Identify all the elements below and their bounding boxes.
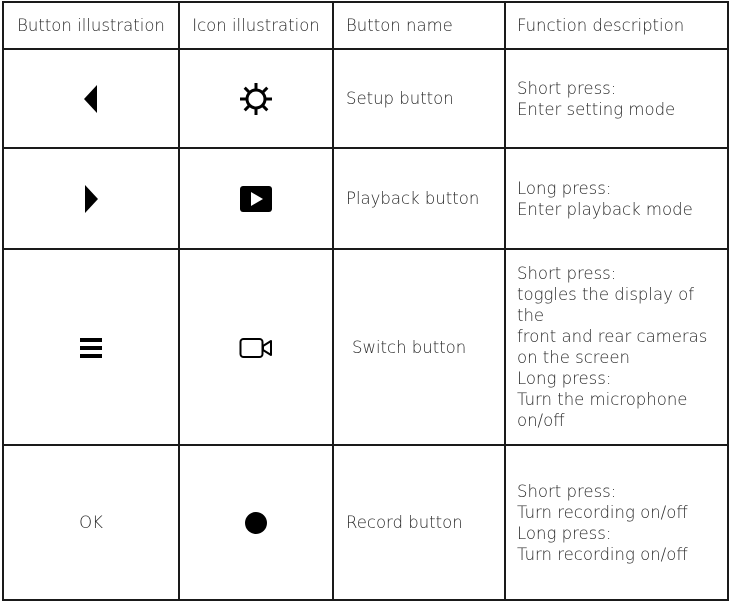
table-row [3,249,728,445]
description-line: Long press: [517,523,612,543]
menu-lines-icon [79,337,103,359]
function-description [505,49,728,149]
description-line: Short press: [517,264,617,284]
right-triangle-icon [81,184,101,214]
description-line: Turn recording on/off [517,544,688,564]
button-function-table [2,1,729,601]
description-line: on the screen [517,348,630,368]
record-dot-icon [244,511,268,535]
button-name: Record button [333,445,505,600]
icon-illustration-cell [179,249,333,445]
table-row [3,49,728,149]
button-name: Setup button [333,49,505,149]
description-line: Short press: [517,78,617,98]
icon-illustration-cell [179,148,333,249]
function-description [505,445,728,600]
description-line: Short press: [517,481,617,501]
left-triangle-icon [81,84,101,114]
description-line: Turn the microphone [517,390,688,410]
table-row [3,445,728,600]
function-description [505,249,728,445]
button-name: Playback button [333,148,505,249]
header-function-description: Function description [505,2,728,49]
video-camera-icon [239,337,273,359]
description-line: front and rear cameras [517,327,708,347]
header-button-illustration: Button illustration [3,2,179,49]
function-description [505,148,728,249]
button-illustration-cell [3,249,179,445]
button-name: Switch button [333,249,505,445]
description-line: Enter setting mode [517,99,676,119]
description-line: Turn recording on/off [517,502,688,522]
description-line: on/off [517,411,565,431]
description-line: toggles the display of the [517,285,695,326]
ok-button-label: OK [79,513,103,533]
button-illustration-cell [3,445,179,600]
button-illustration-cell [3,49,179,149]
gear-icon [238,81,274,117]
header-row [3,2,728,49]
button-illustration-cell [3,148,179,249]
description-line: Long press: [517,369,612,389]
description-line: Enter playback mode [517,199,693,219]
description-line: Long press: [517,178,612,198]
header-icon-illustration: Icon illustration [179,2,333,49]
header-button-name: Button name [333,2,505,49]
icon-illustration-cell [179,49,333,149]
table-row [3,148,728,249]
play-icon [239,185,273,213]
icon-illustration-cell [179,445,333,600]
